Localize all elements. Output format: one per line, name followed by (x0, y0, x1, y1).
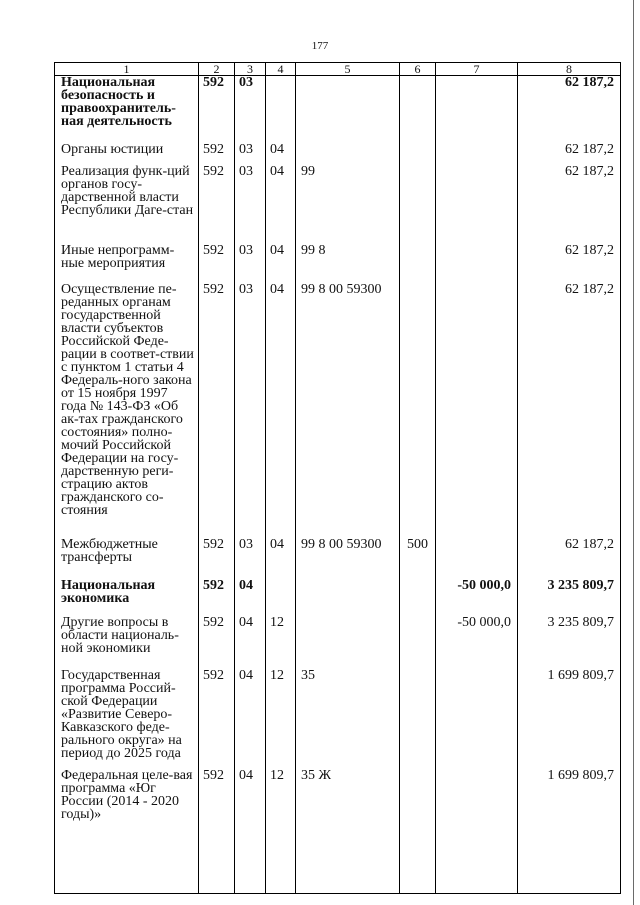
row-ved: 592 (199, 669, 235, 769)
row-total: 62 187,2 (518, 76, 621, 143)
row-rz: 03 (235, 538, 266, 579)
row-total: 3 235 809,7 (518, 616, 621, 669)
table-row (55, 283, 621, 538)
table-row (55, 165, 621, 244)
row-csr: 35 (296, 669, 400, 769)
row-rz: 03 (235, 143, 266, 165)
column-header: 5 (296, 63, 400, 76)
row-ved: 592 (199, 769, 235, 894)
table-header-row (55, 63, 621, 76)
row-vr (400, 165, 436, 244)
row-name: Реализация функ-ций органов госу-дарственной власти Республики Даге-стан (55, 165, 199, 244)
row-ved: 592 (199, 538, 235, 579)
row-pr: 12 (266, 616, 296, 669)
row-total: 62 187,2 (518, 283, 621, 538)
table-row (55, 769, 621, 894)
row-pr: 04 (266, 538, 296, 579)
row-pr (266, 76, 296, 143)
row-name: Федеральная целе-вая программа «Юг России (2014 - 2020 годы)» (55, 769, 199, 894)
row-change (436, 143, 518, 165)
row-pr: 04 (266, 283, 296, 538)
row-rz: 03 (235, 283, 266, 538)
row-csr (296, 579, 400, 616)
row-ved: 592 (199, 579, 235, 616)
row-pr (266, 579, 296, 616)
column-header: 4 (266, 63, 296, 76)
row-rz: 04 (235, 669, 266, 769)
column-header: 1 (55, 63, 199, 76)
row-name: Другие вопросы в области националь-ной экономики (55, 616, 199, 669)
table-row (55, 579, 621, 616)
row-total: 62 187,2 (518, 538, 621, 579)
row-ved: 592 (199, 616, 235, 669)
row-name: Государственная программа Россий-ской Федерации «Развитие Северо-Кавказского феде-рального округа» на период до 2025 года (55, 669, 199, 769)
column-header: 6 (400, 63, 436, 76)
row-ved: 592 (199, 143, 235, 165)
row-change (436, 76, 518, 143)
row-name: Национальная экономика (55, 579, 199, 616)
row-pr: 04 (266, 244, 296, 283)
row-vr (400, 244, 436, 283)
row-csr (296, 143, 400, 165)
row-change (436, 769, 518, 894)
row-name: Иные непрограмм-ные мероприятия (55, 244, 199, 283)
row-rz: 04 (235, 769, 266, 894)
row-total: 1 699 809,7 (518, 669, 621, 769)
table-row (55, 76, 621, 143)
row-vr: 500 (400, 538, 436, 579)
row-change (436, 165, 518, 244)
row-vr (400, 769, 436, 894)
column-header: 7 (436, 63, 518, 76)
row-vr (400, 616, 436, 669)
row-rz: 03 (235, 244, 266, 283)
row-vr (400, 76, 436, 143)
row-ved: 592 (199, 76, 235, 143)
table-row (55, 143, 621, 165)
row-csr: 99 (296, 165, 400, 244)
row-vr (400, 669, 436, 769)
row-csr (296, 76, 400, 143)
row-rz: 04 (235, 579, 266, 616)
row-pr: 04 (266, 143, 296, 165)
row-vr (400, 283, 436, 538)
row-change (436, 669, 518, 769)
row-change (436, 283, 518, 538)
row-csr: 99 8 00 59300 (296, 538, 400, 579)
column-header: 8 (518, 63, 621, 76)
row-rz: 03 (235, 76, 266, 143)
row-name: Межбюджетные трансферты (55, 538, 199, 579)
row-ved: 592 (199, 283, 235, 538)
row-pr: 12 (266, 769, 296, 894)
row-total: 1 699 809,7 (518, 769, 621, 894)
row-pr: 12 (266, 669, 296, 769)
row-ved: 592 (199, 165, 235, 244)
row-total: 62 187,2 (518, 143, 621, 165)
row-change: -50 000,0 (436, 579, 518, 616)
page-number: 177 (311, 40, 329, 52)
row-vr (400, 143, 436, 165)
row-name: Органы юстиции (55, 143, 199, 165)
column-header: 3 (235, 63, 266, 76)
row-vr (400, 579, 436, 616)
row-name: Осуществление пе-реданных органам государственной власти субъектов Российской Феде-рации в соответ-ствии с пунктом 1 статьи 4 Федераль-ного закона от 15 ноября 1997 года № 143-ФЗ «Об ак-тах гражданского состояния» полно-мочий Российской Федерации на госу-дарственную реги-страцию актов гражданского со-стояния (55, 283, 199, 538)
table-row (55, 616, 621, 669)
row-rz: 04 (235, 616, 266, 669)
row-pr: 04 (266, 165, 296, 244)
table-row (55, 538, 621, 579)
row-change (436, 538, 518, 579)
row-change: -50 000,0 (436, 616, 518, 669)
row-csr: 99 8 (296, 244, 400, 283)
row-rz: 03 (235, 165, 266, 244)
column-header: 2 (199, 63, 235, 76)
row-total: 62 187,2 (518, 244, 621, 283)
row-name: Национальная безопасность и правоохранитель-ная деятельность (55, 76, 199, 143)
row-change (436, 244, 518, 283)
row-total: 62 187,2 (518, 165, 621, 244)
page-edge-line (633, 0, 634, 905)
row-csr: 35 Ж (296, 769, 400, 894)
row-total: 3 235 809,7 (518, 579, 621, 616)
table-row (55, 244, 621, 283)
table-row (55, 669, 621, 769)
row-csr: 99 8 00 59300 (296, 283, 400, 538)
row-ved: 592 (199, 244, 235, 283)
row-csr (296, 616, 400, 669)
budget-table (54, 62, 621, 894)
